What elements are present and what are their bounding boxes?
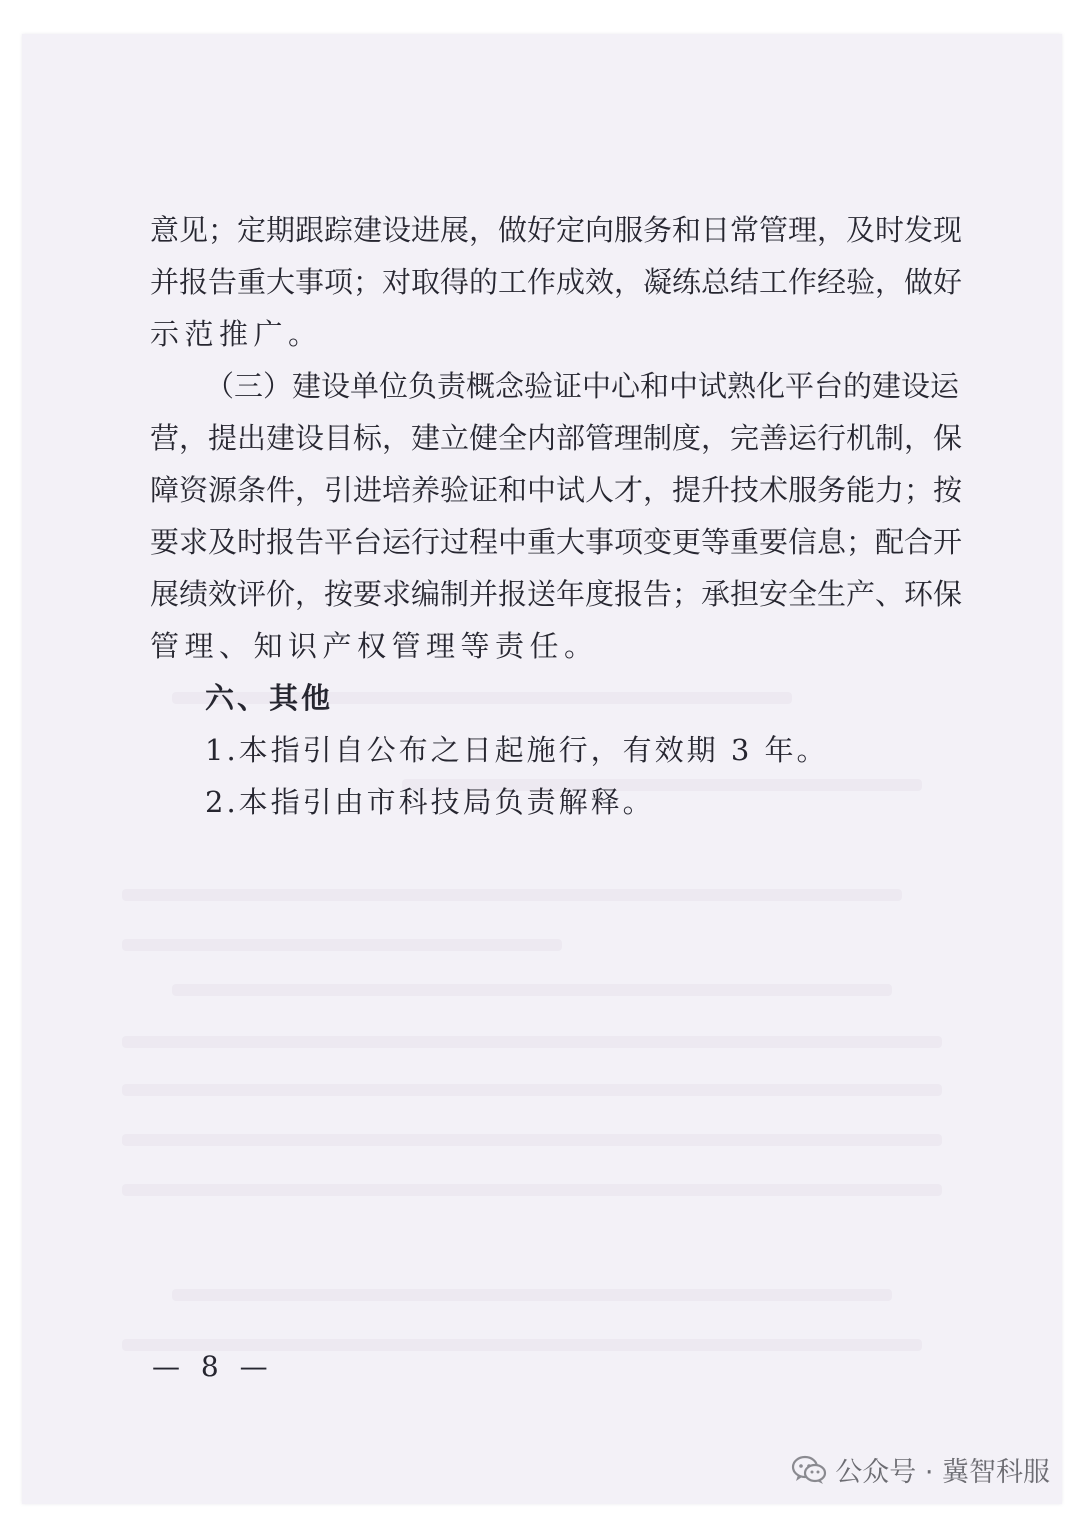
paragraph-line: 示范推广。 xyxy=(150,317,323,351)
list-item: 2.本指引由市科技局负责解释。 xyxy=(205,785,655,819)
paragraph-line: 并报告重大事项；对取得的工作成效，凝练总结工作经验，做好 xyxy=(150,265,963,299)
bleed-through-mark xyxy=(122,939,562,951)
section-heading: 六、其他 xyxy=(205,681,334,715)
bleed-through-mark xyxy=(122,1184,942,1196)
paragraph-line: 管理、知识产权管理等责任。 xyxy=(150,629,599,663)
bleed-through-mark xyxy=(122,1084,942,1096)
wechat-icon xyxy=(791,1455,827,1485)
paragraph-line: 营，提出建设目标，建立健全内部管理制度，完善运行机制，保 xyxy=(150,421,963,455)
page-number: — 8 — xyxy=(152,1350,274,1383)
paragraph-line: 要求及时报告平台运行过程中重大事项变更等重要信息；配合开 xyxy=(150,525,963,559)
bleed-through-mark xyxy=(122,1036,942,1048)
bleed-through-mark xyxy=(122,889,902,901)
bleed-through-mark xyxy=(172,984,892,996)
bleed-through-mark xyxy=(122,1134,942,1146)
paragraph-line: （三）建设单位负责概念验证中心和中试熟化平台的建设运 xyxy=(205,369,960,403)
document-page xyxy=(22,34,1062,1504)
watermark-text: 公众号 · 冀智科服 xyxy=(835,1457,1050,1488)
paragraph-line: 展绩效评价，按要求编制并报送年度报告；承担安全生产、环保 xyxy=(150,577,963,611)
list-item: 1.本指引自公布之日起施行，有效期 3 年。 xyxy=(205,733,829,767)
bleed-through-mark xyxy=(172,1289,892,1301)
paragraph-line: 意见；定期跟踪建设进展，做好定向服务和日常管理，及时发现 xyxy=(150,213,963,247)
paragraph-line: 障资源条件，引进培养验证和中试人才，提升技术服务能力；按 xyxy=(150,473,963,507)
watermark xyxy=(791,1450,1050,1489)
